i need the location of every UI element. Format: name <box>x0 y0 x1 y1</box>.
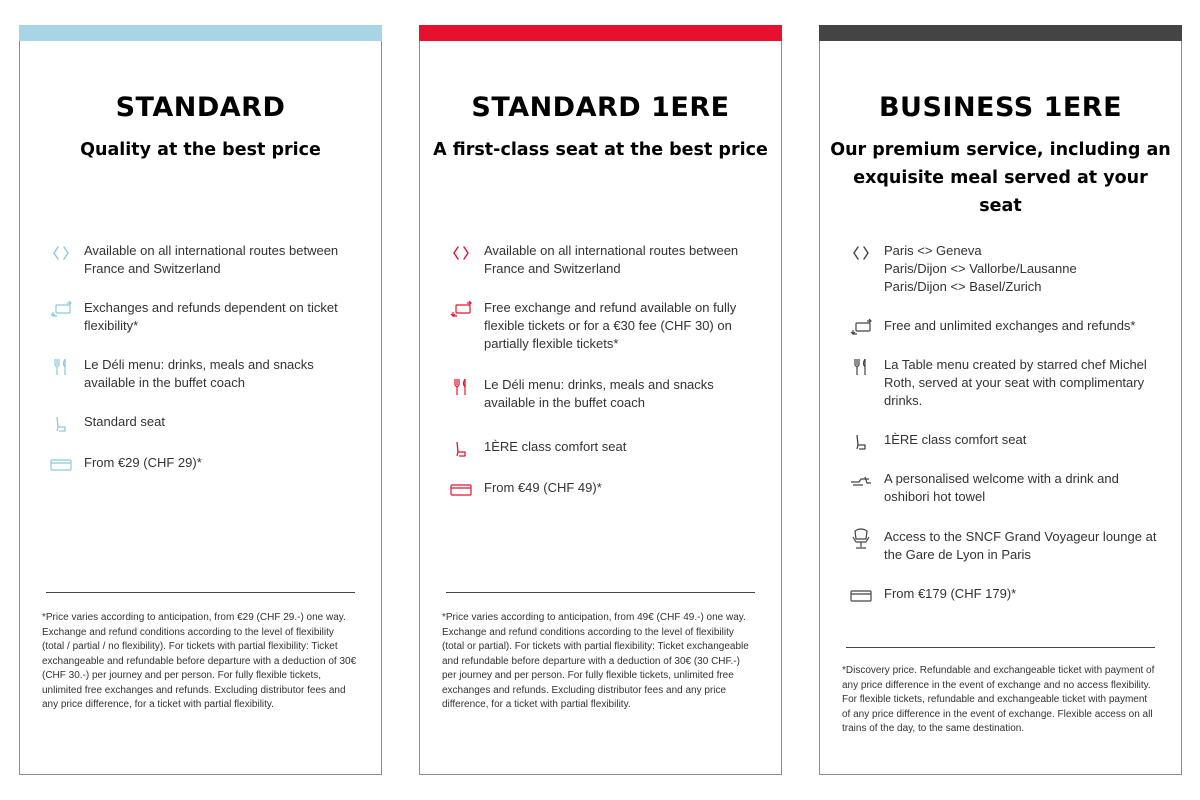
exchange-ticket-icon <box>448 299 474 321</box>
card-subtitle: Our premium service, including an exquisite meal served at your seat <box>830 140 1171 216</box>
feature-text: Le Déli menu: drinks, meals and snacks available in the buffet coach <box>484 377 714 410</box>
feature-text: 1ÈRE class comfort seat <box>884 432 1027 447</box>
welcome-drink-icon <box>848 470 874 492</box>
divider <box>446 592 755 593</box>
card-title: BUSINESS 1ERE <box>878 92 1123 123</box>
standard-1ere-color-bar <box>419 25 782 41</box>
card-subtitle: Quality at the best price <box>80 140 321 160</box>
feature-item <box>448 242 759 278</box>
feature-item <box>848 356 1159 410</box>
lounge-chair-icon <box>848 528 874 550</box>
feature-item <box>848 431 1159 453</box>
feature-item <box>848 528 1159 564</box>
feature-item <box>848 242 1159 296</box>
standard-color-bar <box>19 25 382 41</box>
feature-text: Free and unlimited exchanges and refunds* <box>884 318 1136 333</box>
feature-item <box>448 376 759 412</box>
feature-item <box>48 454 359 476</box>
feature-text: From €49 (CHF 49)* <box>484 480 602 495</box>
business-1ere-color-bar <box>819 25 1182 41</box>
standard-card <box>19 25 382 775</box>
divider <box>46 592 355 593</box>
feature-text: Standard seat <box>84 414 165 429</box>
feature-item <box>448 479 759 501</box>
feature-text: From €29 (CHF 29)* <box>84 455 202 470</box>
exchange-ticket-icon <box>48 299 74 321</box>
standard-1ere-card <box>419 25 782 775</box>
feature-text: From €179 (CHF 179)* <box>884 586 1017 601</box>
footnote: *Price varies according to anticipation, from 49€ (CHF 49.-) one way. Exchange and refund conditions according to the level of flexibility (total or partial). For tickets with partial flexibility: Ticket exchangeable and refundable before departure with a deduction of 30€ (30 CHF.-) per journey and per person. For fully flexible tickets, unlimited free exchanges and refunds. Excluding distributor fees and any price difference, for a ticket with partial flexibility. <box>442 612 749 710</box>
route-icon <box>448 242 474 264</box>
feature-item <box>48 356 359 392</box>
cutlery-icon <box>448 376 474 398</box>
ticket-icon <box>848 585 874 607</box>
feature-text: La Table menu created by starred chef Michel Roth, served at your seat with complimentary drinks. <box>884 357 1147 408</box>
feature-text: Le Déli menu: drinks, meals and snacks available in the buffet coach <box>84 357 314 390</box>
ticket-icon <box>448 479 474 501</box>
feature-text: Available on all international routes between France and Switzerland <box>484 243 739 276</box>
feature-text: Available on all international routes between France and Switzerland <box>84 243 339 276</box>
feature-text: Free exchange and refund available on fully flexible tickets or for a €30 fee (CHF 30) on partially flexible tickets* <box>484 300 737 351</box>
cutlery-icon <box>848 356 874 378</box>
seat-icon <box>448 438 474 460</box>
ticket-icon <box>48 454 74 476</box>
card-title: STANDARD 1ERE <box>471 92 730 123</box>
seat-icon <box>48 413 74 435</box>
feature-item <box>48 299 359 335</box>
feature-item <box>48 242 359 278</box>
feature-item <box>448 299 759 353</box>
seat-icon <box>848 431 874 453</box>
cutlery-icon <box>48 356 74 378</box>
exchange-ticket-icon <box>848 317 874 339</box>
business-1ere-card <box>819 25 1182 775</box>
feature-text: Access to the SNCF Grand Voyageur lounge at the Gare de Lyon in Paris <box>884 529 1157 562</box>
footnote: *Discovery price. Refundable and exchangeable ticket with payment of any price difference in the event of exchange and no access flexibility. For flexible tickets, refundable and exchangeable ticket with payment of any price difference in the event of exchange. Flexible access on all trains of the day, to the same destination. <box>842 665 1155 734</box>
feature-item <box>848 585 1159 607</box>
feature-item <box>848 317 1159 339</box>
feature-text: Exchanges and refunds dependent on ticket flexibility* <box>84 300 338 333</box>
card-title: STANDARD <box>115 92 286 123</box>
feature-item <box>448 438 759 460</box>
feature-text: Paris <> Geneva Paris/Dijon <> Vallorbe/Lausanne Paris/Dijon <> Basel/Zurich <box>884 243 1077 294</box>
divider <box>846 647 1155 648</box>
feature-text: 1ÈRE class comfort seat <box>484 439 627 454</box>
route-icon <box>48 242 74 264</box>
footnote: *Price varies according to anticipation, from €29 (CHF 29.-) one way. Exchange and refund conditions according to the level of flexibility (total / partial / no flexibility). For tickets with partial flexibility: Ticket exchangeable and refundable before departure with a deduction of 30€ (CHF 30.-) per journey and per person. For fully flexible tickets, unlimited free exchanges and refunds. Excluding distributor fees and any price difference, for a ticket with partial flexibility. <box>42 612 357 710</box>
route-icon <box>848 242 874 264</box>
feature-item <box>848 470 1159 506</box>
feature-item <box>48 413 359 435</box>
card-subtitle: A first-class seat at the best price <box>433 140 768 160</box>
feature-text: A personalised welcome with a drink and oshibori hot towel <box>884 471 1119 504</box>
